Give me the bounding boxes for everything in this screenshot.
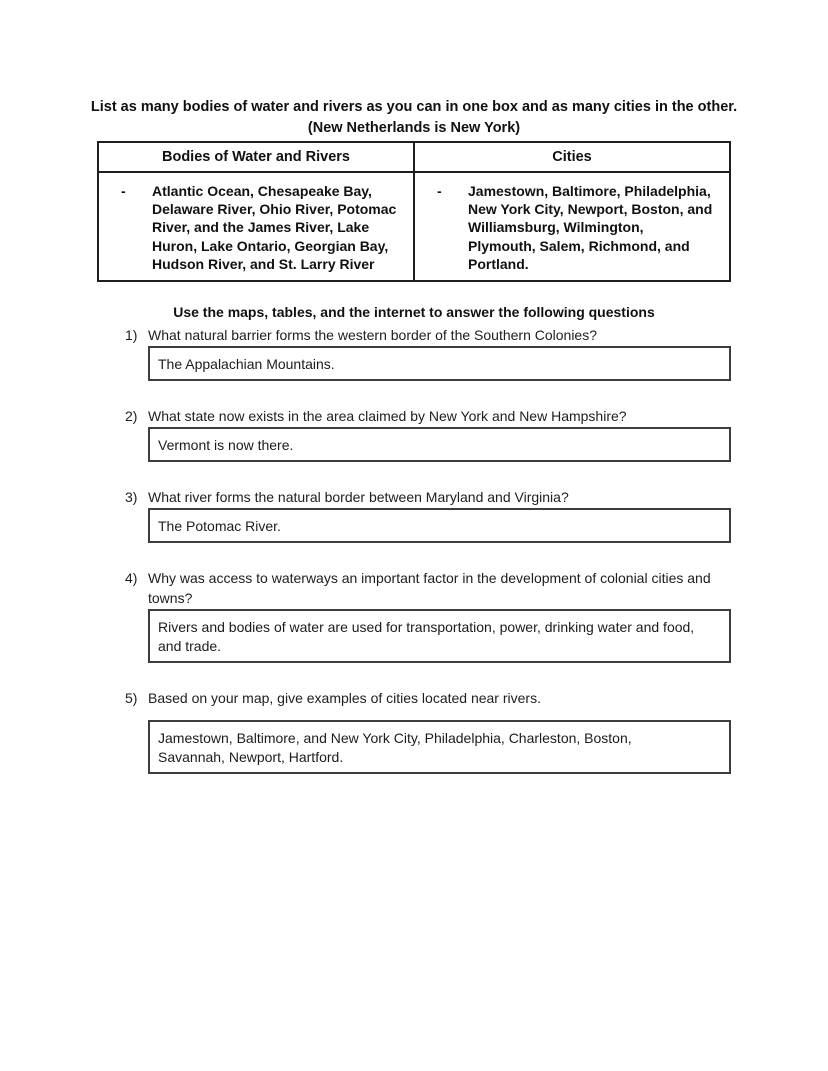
question-block-4	[125, 568, 731, 663]
question-number: 4)	[125, 570, 138, 587]
water-and-cities-table	[97, 141, 731, 282]
answer-text: Vermont is now there.	[158, 437, 294, 454]
bullet-dash: -	[437, 183, 442, 199]
instruction-title: List as many bodies of water and rivers as you can in one box and as many cities in the other. (New Netherlands is New York)	[90, 99, 738, 136]
section-heading: Use the maps, tables, and the internet to answer the following questions	[173, 304, 655, 321]
cities-text: Jamestown, Baltimore, Philadelphia, New York City, Newport, Boston, and Williamsburg, Wilmington, Plymouth, Salem, Richmond, and Portland.	[468, 183, 713, 272]
answer-box-5[interactable]	[148, 720, 731, 774]
question-block-2	[125, 406, 731, 462]
question-line	[125, 325, 731, 345]
table-header-row	[98, 142, 730, 172]
question-line	[125, 568, 731, 608]
answer-text: The Appalachian Mountains.	[158, 356, 335, 373]
question-number: 1)	[125, 327, 138, 344]
question-text: What river forms the natural border between Maryland and Virginia?	[148, 489, 569, 506]
bodies-of-water-text: Atlantic Ocean, Chesapeake Bay, Delaware River, Ohio River, Potomac River, and the James River, Lake Huron, Lake Ontario, Georgian Bay, Hudson River, and St. Larry River	[152, 183, 397, 272]
question-line	[125, 688, 731, 708]
question-number: 5)	[125, 690, 138, 707]
question-block-5	[125, 688, 731, 774]
question-line	[125, 406, 731, 426]
bullet-dash: -	[121, 183, 126, 199]
question-text: What natural barrier forms the western border of the Southern Colonies?	[148, 327, 598, 344]
question-block-3	[125, 487, 731, 543]
table-row	[98, 172, 730, 281]
question-text: Why was access to waterways an important factor in the development of colonial cities and towns?	[148, 570, 711, 607]
cities-cell	[414, 172, 730, 281]
question-text: Based on your map, give examples of cities located near rivers.	[148, 690, 541, 707]
column-header-bodies-of-water: Bodies of Water and Rivers	[98, 142, 414, 172]
answer-box-2[interactable]	[148, 427, 731, 462]
answer-text: Rivers and bodies of water are used for transportation, power, drinking water and food, and trade.	[158, 619, 695, 655]
question-block-1	[125, 325, 731, 381]
question-line	[125, 487, 731, 507]
question-text: What state now exists in the area claimed by New York and New Hampshire?	[148, 408, 627, 425]
questions-list	[125, 325, 731, 774]
answer-box-4[interactable]	[148, 609, 731, 663]
answer-box-1[interactable]	[148, 346, 731, 381]
question-number: 2)	[125, 408, 138, 425]
answer-text: The Potomac River.	[158, 518, 281, 535]
answer-box-3[interactable]	[148, 508, 731, 543]
column-header-cities: Cities	[414, 142, 730, 172]
answer-text: Jamestown, Baltimore, and New York City, Philadelphia, Charleston, Boston, Savannah, Newport, Hartford.	[158, 730, 632, 766]
question-number: 3)	[125, 489, 138, 506]
bodies-of-water-cell	[98, 172, 414, 281]
